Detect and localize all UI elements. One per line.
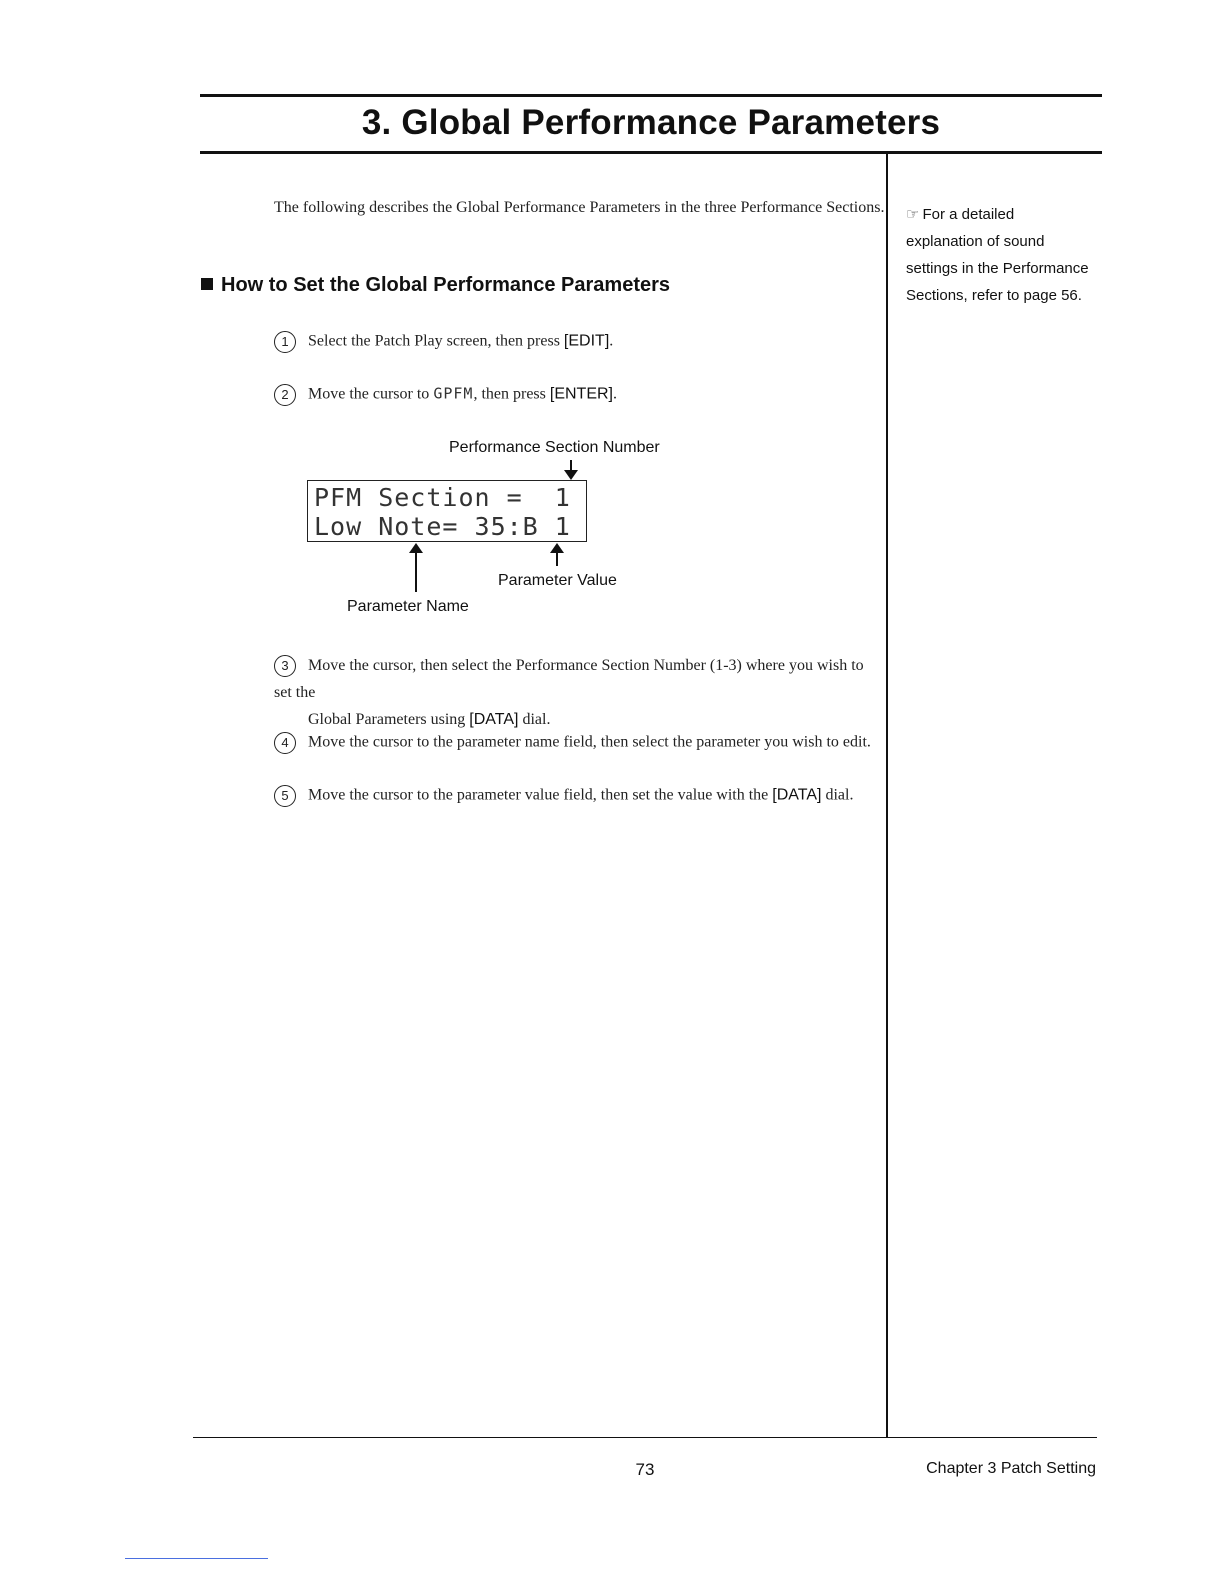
square-bullet-icon (201, 278, 213, 290)
data-key: [DATA] (469, 711, 519, 728)
step-5: 5 Move the cursor to the parameter value field, then set the value with the [DATA] dial. (274, 785, 884, 807)
step-1: 1 Select the Patch Play screen, then press [EDIT]. (274, 331, 884, 353)
page-number: 73 (635, 1460, 655, 1479)
step-4: 4 Move the cursor to the parameter name field, then select the parameter you wish to edit. (274, 732, 884, 754)
lcd-line-1: PFM Section = 1 (314, 483, 571, 512)
step-number: 1 (274, 331, 296, 353)
step-number: 5 (274, 785, 296, 807)
side-note: ☞ For a detailed explanation of sound settings in the Performance Sections, refer to page 56. (906, 206, 1089, 304)
lcd-line-2: Low Note= 35:B 1 (314, 512, 571, 541)
step-2: 2 Move the cursor to GPFM, then press [ENTER]. (274, 384, 884, 406)
chapter-label: Chapter 3 Patch Setting (926, 1460, 1096, 1477)
edit-key: [EDIT] (563, 332, 610, 350)
step-number: 3 (274, 655, 296, 677)
intro-text: The following describes the Global Performance Parameters in the three Performance Sections. (274, 199, 885, 216)
label-parameter-value: Parameter Value (498, 572, 617, 589)
label-performance-section-number: Performance Section Number (449, 439, 660, 456)
decorative-line (125, 1558, 268, 1559)
page-title: 3. Global Performance Parameters (361, 103, 941, 142)
arrow-up-line (415, 552, 417, 592)
title-rule (200, 151, 1102, 154)
section-heading: How to Set the Global Performance Parameters (201, 274, 670, 297)
lcd-display (307, 480, 587, 542)
pointing-hand-icon: ☞ (906, 206, 920, 223)
top-rule (200, 94, 1102, 97)
enter-key: [ENTER] (549, 385, 613, 403)
margin-divider (886, 154, 888, 1438)
step-3: 3 Move the cursor, then select the Performance Section Number (1-3) where you wish to set the Global Parameters using [DATA] dial. (274, 657, 864, 728)
label-parameter-name: Parameter Name (347, 598, 469, 615)
arrow-up-line (556, 552, 558, 566)
bottom-rule (193, 1437, 1097, 1438)
step-number: 4 (274, 732, 296, 754)
arrow-down-icon (564, 470, 578, 480)
lcd-text-gpfm: GPFM (433, 384, 474, 403)
data-key: [DATA] (772, 786, 822, 804)
step-number: 2 (274, 384, 296, 406)
